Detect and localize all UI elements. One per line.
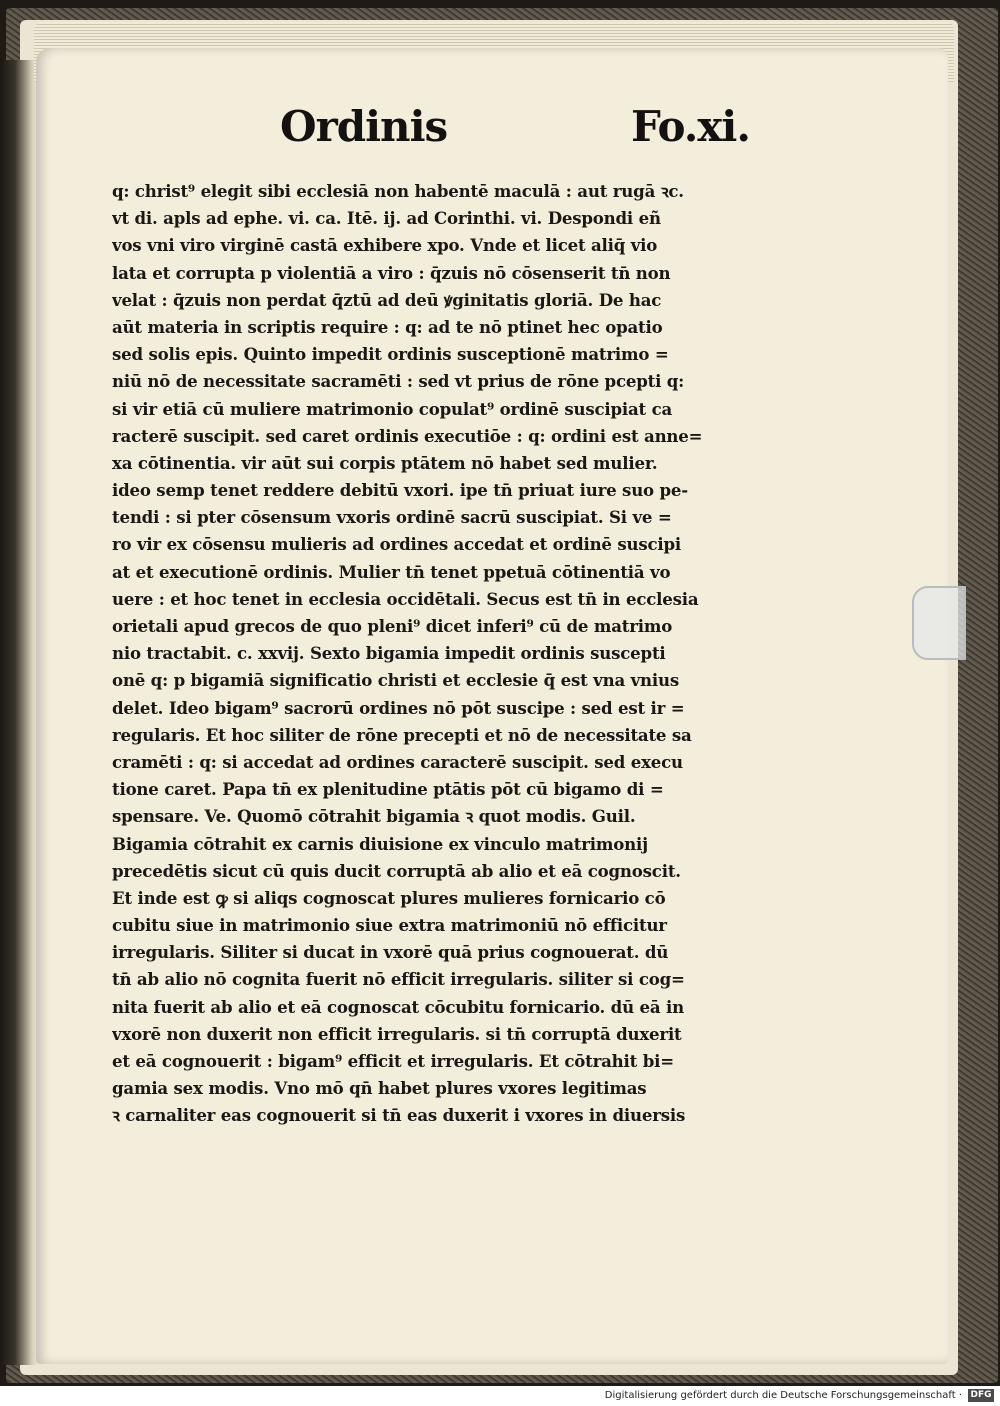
text-line: regularis. Et hoc siliter de rōne precepti et nō de necessitate sa xyxy=(112,724,692,745)
text-line: vxorē non duxerit non efficit irregularis. si tn̄ corruptā duxerit xyxy=(112,1023,682,1044)
text-line: racterē suscipit. sed caret ordinis executiōe : q: ordini est anne= xyxy=(112,425,703,446)
text-line: Et inde est ꝙ si aliqs cognoscat plures mulieres fornicario cō xyxy=(112,887,666,908)
body-text xyxy=(112,178,772,1130)
text-line: ꝛ carnaliter eas cognouerit si tn̄ eas duxerit i vxores in diuersis xyxy=(112,1105,686,1126)
running-header xyxy=(280,102,750,158)
text-line: nita fuerit ab alio et eā cognoscat cōcubitu fornicario. dū eā in xyxy=(112,996,684,1017)
text-line: si vir etiā cū muliere matrimonio copulat⁹ ordinē suscipiat ca xyxy=(112,398,673,419)
bookmark-clip xyxy=(912,586,966,660)
header-title: Ordinis xyxy=(280,102,448,151)
text-line: aūt materia in scriptis require : q: ad te nō ptinet hec opatio xyxy=(112,316,663,337)
text-line: nio tractabit. c. xxvij. Sexto bigamia impedit ordinis suscepti xyxy=(112,643,666,664)
text-line: lata et corrupta p violentiā a viro : q̄zuis nō cōsenserit tn̄ non xyxy=(112,262,671,283)
text-line: ideo semp tenet reddere debitū vxori. ipe tn̄ priuat iure suo pe- xyxy=(112,480,688,501)
text-line: tn̄ ab alio nō cognita fuerit nō efficit irregularis. siliter si cog= xyxy=(112,969,685,990)
text-line: cubitu siue in matrimonio siue extra matrimoniū nō efficitur xyxy=(112,915,667,936)
text-line: tione caret. Papa tn̄ ex plenitudine ptātis pōt cū bigamo di = xyxy=(112,779,664,800)
text-line: vos vni viro virginē castā exhibere xpo. Vnde et licet aliq̄ vio xyxy=(112,235,658,256)
text-line: Bigamia cōtrahit ex carnis diuisione ex vinculo matrimonij xyxy=(112,833,648,854)
text-line: precedētis sicut cū quis ducit corruptā ab alio et eā cognoscit. xyxy=(112,860,681,881)
text-line: irregularis. Siliter si ducat in vxorē quā prius cognouerat. dū xyxy=(112,942,669,963)
text-line: tendi : si pter cōsensum vxoris ordinē sacrū suscipiat. Si ve = xyxy=(112,507,672,528)
text-line: at et executionē ordinis. Mulier tn̄ tenet ppetuā cōtinentiā vo xyxy=(112,561,671,582)
text-line: gamia sex modis. Vno mō qn̄ habet plures vxores legitimas xyxy=(112,1078,647,1099)
text-line: orietali apud grecos de quo pleni⁹ dicet inferi⁹ cū de matrimo xyxy=(112,616,673,636)
dfg-logo: DFG xyxy=(968,1389,994,1402)
folio-number: Fo.xi. xyxy=(630,102,750,151)
text-line: xa cōtinentia. vir aūt sui corpis ptātem nō habet sed mulier. xyxy=(112,452,658,473)
funding-credit: Digitalisierung gefördert durch die Deutsche Forschungsgemeinschaft · xyxy=(604,1390,962,1401)
text-line: niū nō de necessitate sacramēti : sed vt prius de rōne pcepti q: xyxy=(112,371,685,392)
text-line: spensare. Ve. Quomō cōtrahit bigamia ꝛ quot modis. Guil. xyxy=(112,806,636,827)
text-line: uere : et hoc tenet in ecclesia occidētali. Secus est tn̄ in ecclesia xyxy=(112,588,699,609)
text-line: cramēti : q: si accedat ad ordines caracterē suscipit. sed execu xyxy=(112,751,683,772)
text-line: sed solis epis. Quinto impedit ordinis susceptionē matrimo = xyxy=(112,344,669,365)
text-line: q: christ⁹ elegit sibi ecclesiā non habentē maculā : aut rugā ꝛc. xyxy=(112,181,684,201)
text-line: ro vir ex cōsensu mulieris ad ordines accedat et ordinē suscipi xyxy=(112,534,682,555)
text-line: et eā cognouerit : bigam⁹ efficit et irregularis. Et cōtrahit bi= xyxy=(112,1051,674,1071)
text-line: onē q: p bigamiā significatio christi et ecclesie q̄ est vna vnius xyxy=(112,670,680,691)
footer-bar xyxy=(0,1386,1000,1406)
gutter-shadow xyxy=(0,60,38,1365)
text-line: vt di. apls ad ephe. vi. ca. Itē. ij. ad Corinthi. vi. Despondi eñ xyxy=(112,208,661,229)
text-line: velat : q̄zuis non perdat q̄ztū ad deū ꝟginitatis gloriā. De hac xyxy=(112,289,662,310)
text-line: delet. Ideo bigam⁹ sacrorū ordines nō pōt suscipe : sed est ir = xyxy=(112,697,685,718)
